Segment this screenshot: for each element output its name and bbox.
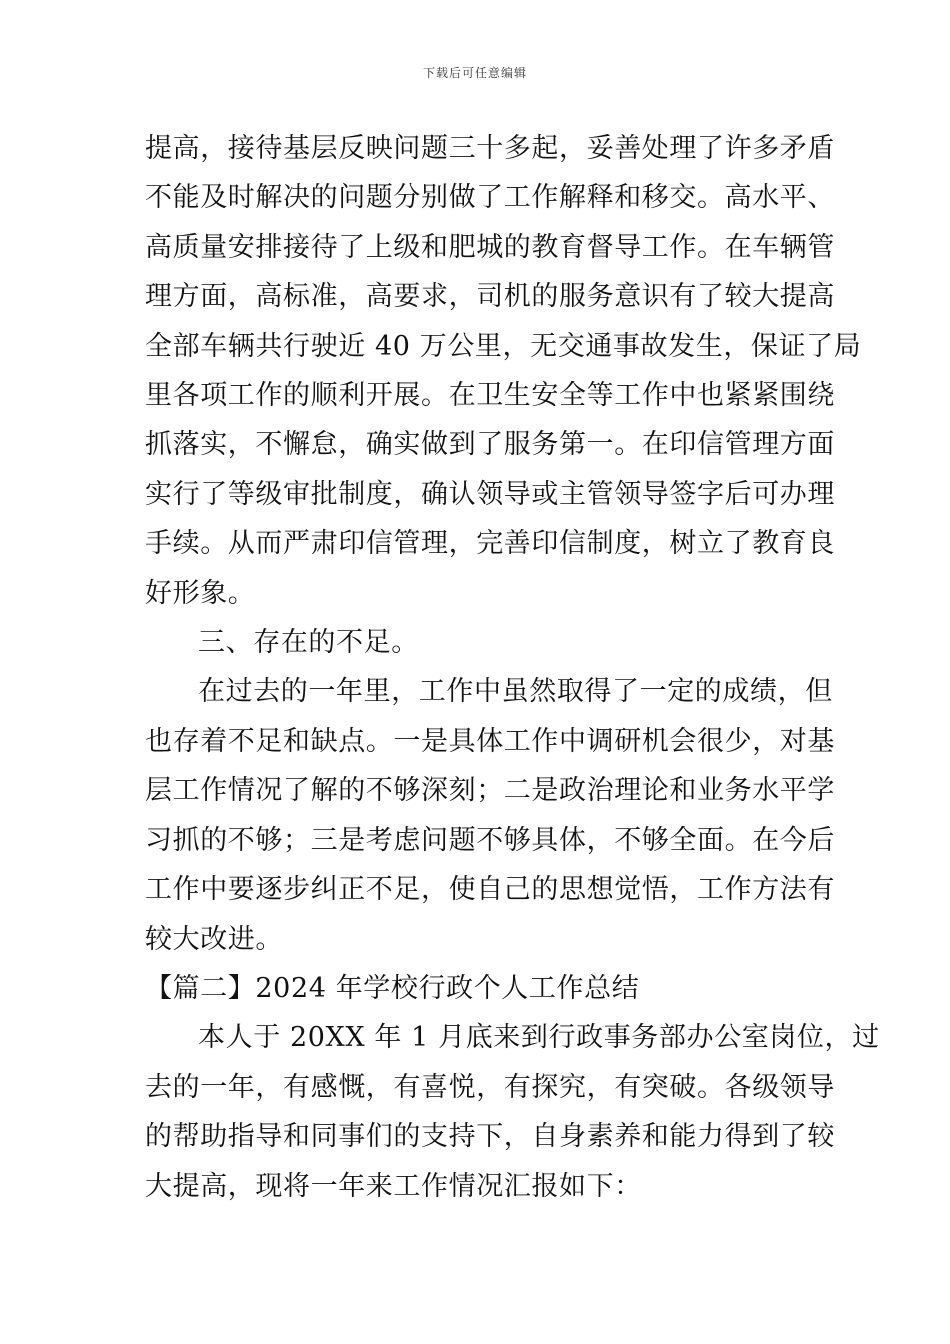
- paragraph-shortcomings: [145, 667, 835, 963]
- text-line: 提高，接待基层反映问题三十多起，妥善处理了许多矛盾: [145, 133, 835, 164]
- article-title: [145, 964, 810, 1013]
- text-line: 的帮助指导和同事们的支持下，自身素养和能力得到了较: [145, 1121, 835, 1153]
- text-line: 不能及时解决的问题分别做了工作解释和移交。高水平、: [145, 182, 835, 214]
- text-line: 层工作情况了解的不够深刻；二是政治理论和业务水平学: [145, 775, 835, 807]
- text-line: 【篇二】2024 年学校行政个人工作总结: [145, 972, 640, 1004]
- text-line: 大提高，现将一年来工作情况汇报如下：: [145, 1170, 642, 1202]
- text-line: 高质量安排接待了上级和肥城的教育督导工作。在车辆管: [145, 231, 835, 263]
- text-line: 全部车辆共行驶近 40 万公里，无交通事故发生，保证了局: [145, 330, 862, 362]
- text-line: 工作中要逐步纠正不足，使自己的思想觉悟，工作方法有: [145, 874, 835, 906]
- text-line: 也存着不足和缺点。一是具体工作中调研机会很少，对基: [145, 725, 835, 757]
- text-line: 手续。从而严肃印信管理，完善印信制度，树立了教育良: [145, 528, 835, 560]
- document-body: [145, 124, 880, 1211]
- text-line: 好形象。: [145, 577, 256, 609]
- paragraph-continuation: [145, 124, 862, 618]
- text-line: 实行了等级审批制度，确认领导或主管领导签字后可办理: [145, 478, 835, 510]
- paragraph-intro: [145, 1013, 880, 1211]
- text-line: 较大改进。: [145, 923, 283, 955]
- page-header: 下载后可任意编辑: [422, 66, 527, 80]
- text-line: 习抓的不够；三是考虑问题不够具体，不够全面。在今后: [145, 824, 835, 856]
- section-heading: [145, 618, 810, 667]
- text-line: 抓落实，不懈怠，确实做到了服务第一。在印信管理方面: [145, 429, 835, 461]
- text-line: 去的一年，有感慨，有喜悦，有探究，有突破。各级领导: [145, 1071, 835, 1103]
- text-line: 三、存在的不足。: [198, 627, 419, 659]
- text-line: 理方面，高标准，高要求，司机的服务意识有了较大提高: [145, 281, 835, 313]
- text-line: 在过去的一年里，工作中虽然取得了一定的成绩，但: [198, 676, 833, 708]
- text-line: 本人于 20XX 年 1 月底来到行政事务部办公室岗位，过: [198, 1022, 880, 1054]
- text-line: 里各项工作的顺利开展。在卫生安全等工作中也紧紧围绕: [145, 380, 835, 412]
